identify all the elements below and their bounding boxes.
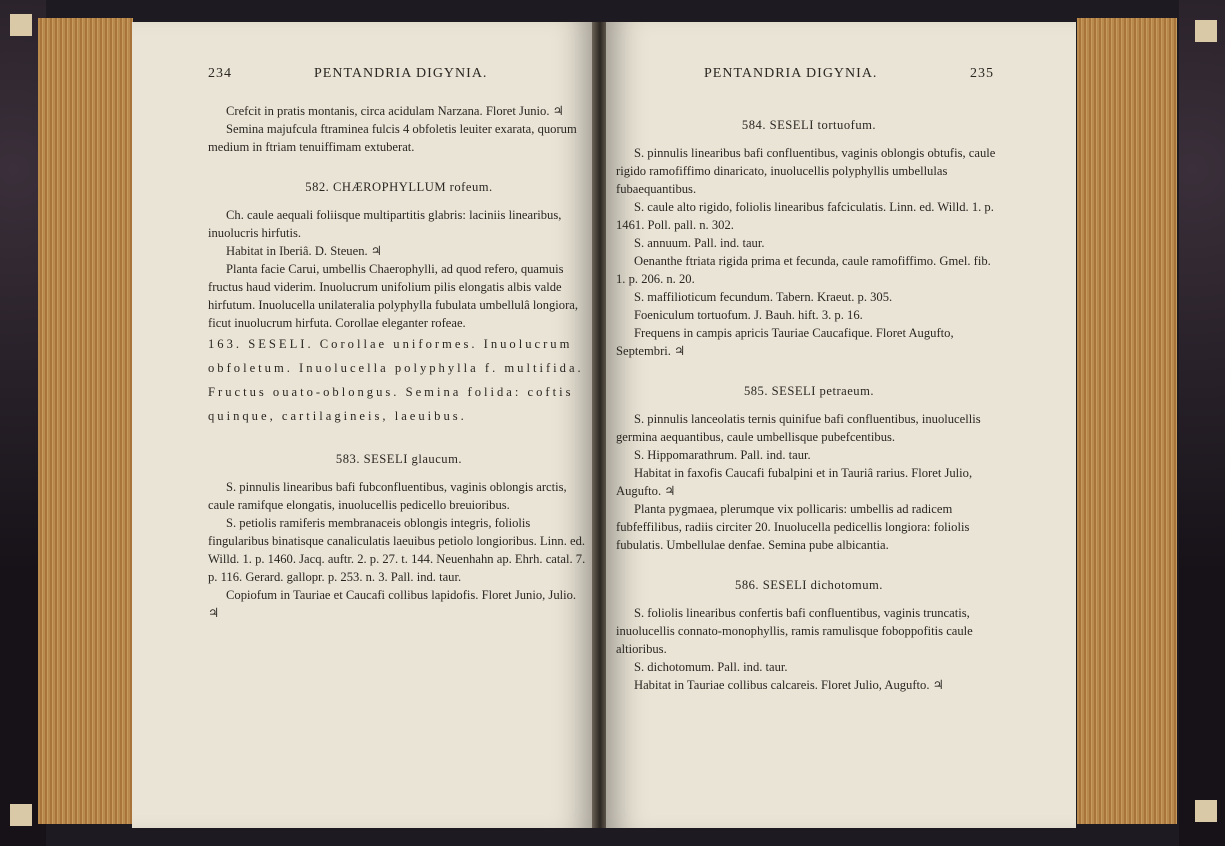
paragraph: S. annuum. Pall. ind. taur. (634, 236, 765, 250)
paragraph: Frequens in campis apricis Tauriae Caucafique. Floret Augufto, Septembri. ♃ (616, 326, 954, 358)
right-page (606, 22, 1076, 828)
paragraph: Planta pygmaea, plerumque vix pollicaris: umbellis ad radicem fubfeffilibus, radiis circiter 20. Inuolucella pedicellis longiora: foliolis fubulatis. Umbellulae denfae. Semina pube albicantia. (616, 502, 970, 552)
paragraph: Ch. caule aequali foliisque multipartitis glabris: laciniis linearibus, inuolucris hirfutis. (208, 208, 562, 240)
book-cover-right (1179, 0, 1225, 846)
paragraph: S. pinnulis lanceolatis ternis quinifue bafi confluentibus, inuolucellis germina aequantibus, caule umbellisque pubefcentibus. (616, 412, 981, 444)
section-heading: 584. SESELI tortuofum. (741, 118, 877, 132)
cover-corner (1195, 20, 1217, 42)
paragraph: S. caule alto rigido, foliolis linearibus fafciculatis. Linn. ed. Willd. 1. p. 1461. Poll. pall. n. 302. (616, 200, 994, 232)
left-page (132, 22, 594, 828)
paragraph: S. petiolis ramiferis membranaceis oblongis integris, foliolis fingularibus binatisque canaliculatis laeuibus petiolo longioribus. Linn. ed. Willd. 1. p. 1460. Jacq. auftr. 2. p. 27. t. 144. Neuenhahn ap. Ehrh. catal. 7. p. 116. Gerard. gallopr. p. 253. n. 3. Pall. ind. taur. (208, 516, 586, 584)
page-edges-left (38, 18, 133, 824)
page-number: 234 (208, 66, 232, 81)
paragraph: Planta facie Carui, umbellis Chaerophylli, ad quod refero, quamuis fructus haud viderim. Inuolucrum unifolium pilis elongatis albis valde hirfutum. Inuolucella unilateralia polyphylla fubulata umbellulâ longiora, ficut inuolucrum hirfuta. Corollae eleganter rofeae. (208, 262, 579, 330)
paragraph: S. foliolis linearibus confertis bafi confluentibus, vaginis truncatis, inuolucellis connato-monophyllis, ramis ramulisque foboppofitis caule altioribus. (616, 606, 973, 656)
paragraph: Habitat in Iberiâ. D. Steuen. ♃ (226, 244, 383, 258)
right-page-body (616, 94, 1002, 694)
cover-corner (10, 804, 32, 826)
paragraph: S. pinnulis linearibus bafi fubconfluentibus, vaginis oblongis arctis, caule ramifque elongatis, inuolucellis pedicello breuioribus. (208, 480, 567, 512)
paragraph: S. dichotomum. Pall. ind. taur. (634, 660, 788, 674)
paragraph: Semina majufcula ftraminea fulcis 4 obfoletis leuiter exarata, quorum medium in ftriam tenuiffimam extuberat. (208, 122, 577, 154)
paragraph: S. Hippomarathrum. Pall. ind. taur. (634, 448, 811, 462)
paragraph: Copiofum in Tauriae et Caucafi collibus lapidofis. Floret Junio, Julio. ♃ (208, 588, 577, 620)
section-heading: 582. CHÆROPHYLLUM rofeum. (305, 180, 493, 194)
section-heading: 583. SESELI glaucum. (335, 452, 463, 466)
paragraph: S. pinnulis linearibus bafi confluentibus, vaginis oblongis obtufis, caule rigido ramofiffimo dinaricato, inuolucellis polyphyllis umbellulas fubaequantibus. (616, 146, 996, 196)
page-edges-right (1077, 18, 1177, 824)
cover-corner (10, 14, 32, 36)
running-head: PENTANDRIA DIGYNIA. (314, 66, 488, 81)
paragraph: Crefcit in pratis montanis, circa acidulam Narzana. Floret Junio. ♃ (226, 104, 564, 118)
section-heading: 586. SESELI dichotomum. (735, 578, 883, 592)
left-page-body (208, 102, 590, 622)
section-heading: 585. SESELI petraeum. (743, 384, 875, 398)
page-number: 235 (970, 66, 994, 81)
paragraph: Foeniculum tortuofum. J. Bauh. hift. 3. p. 16. (634, 308, 863, 322)
paragraph: S. maffilioticum fecundum. Tabern. Kraeut. p. 305. (634, 290, 893, 304)
paragraph: Habitat in faxofis Caucafi fubalpini et in Tauriâ rarius. Floret Julio, Augufto. ♃ (616, 466, 973, 498)
running-head: PENTANDRIA DIGYNIA. (704, 66, 878, 81)
genus-description: 163. SESELI. Corollae uniformes. Inuolucrum obfoletum. Inuolucella polyphylla f. multifida. Fructus ouato-oblongus. Semina folida: coftis quinque, cartilagineis, laeuibus. (208, 337, 584, 423)
cover-corner (1195, 800, 1217, 822)
paragraph: Habitat in Tauriae collibus calcareis. Floret Julio, Augufto. ♃ (634, 678, 944, 692)
paragraph: Oenanthe ftriata rigida prima et fecunda, caule ramofiffimo. Gmel. fib. 1. p. 206. n. 20. (616, 254, 991, 286)
